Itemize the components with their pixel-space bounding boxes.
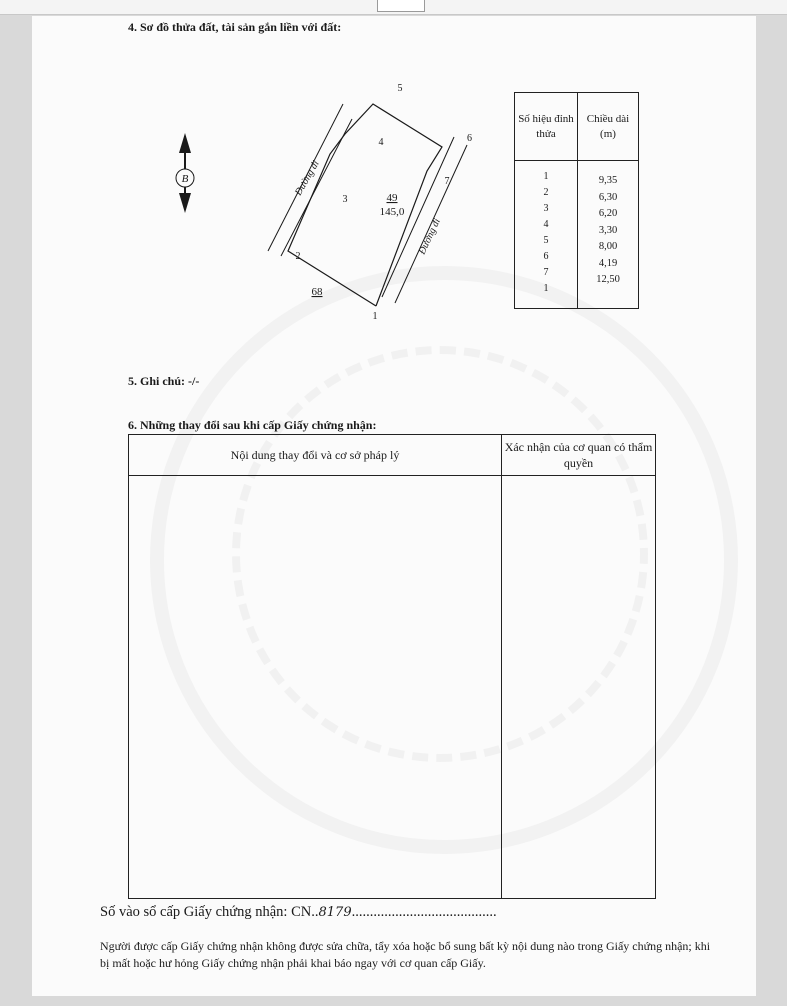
length-cell: 6,30 (598, 191, 618, 203)
vertex-column (515, 161, 578, 309)
registration-number: 8179 (318, 905, 352, 920)
parcel-boundary (288, 104, 442, 306)
col-vertex-header: Số hiệu đỉnh thửa (515, 93, 578, 161)
vertex-cell: 1 (543, 171, 549, 182)
vertex-cell: 5 (543, 235, 549, 246)
length-cell: 4,19 (598, 257, 618, 269)
vertex-cell: 6 (543, 251, 549, 262)
page-number-box[interactable] (377, 0, 425, 12)
vertex-label: 3 (342, 194, 348, 205)
north-label: B (181, 173, 189, 185)
registration-label: Số vào sổ cấp Giấy chứng nhận: (100, 904, 288, 920)
changes-confirm-cell (502, 476, 656, 899)
north-arrow-icon (176, 133, 194, 213)
length-cell: 6,20 (598, 208, 618, 219)
vertex-label: 4 (378, 137, 384, 148)
notes-heading: 5. Ghi chú: -/- (128, 374, 200, 388)
length-cell: 12,50 (596, 274, 620, 285)
col-confirm-header: Xác nhận của cơ quan có thẩm quyền (502, 435, 656, 476)
vertex-label: 2 (295, 251, 301, 262)
changes-content-cell (129, 476, 502, 899)
footer-note: Người được cấp Giấy chứng nhận không được sửa chữa, tẩy xóa hoặc bổ sung bất kỳ nội dung nào trong Giấy chứng nhận; khi bị mất hoặc hư hỏng Giấy chứng nhận phải khai báo ngay với cơ quan cấp Giấy. (100, 939, 711, 970)
edge-length-table (514, 92, 639, 309)
vertex-cell: 4 (543, 219, 549, 230)
length-column (578, 161, 639, 309)
top-toolbar-strip (0, 0, 787, 15)
length-cell: 3,30 (598, 224, 618, 236)
registration-dots: ........................................ (351, 904, 497, 920)
road-label-right: Đường đi (416, 216, 443, 257)
document-page (32, 16, 756, 996)
road-left (268, 104, 352, 256)
parcel-sketch (170, 61, 470, 321)
vertex-label: 7 (444, 176, 450, 187)
vertex-cell: 3 (543, 203, 549, 214)
col-length-header: Chiều dài (m) (578, 93, 639, 161)
parcel-number: 49 (386, 192, 398, 204)
road-label-left: Đường đi (293, 158, 322, 198)
neighbor-parcel-number: 68 (311, 286, 323, 298)
length-cell: 9,35 (598, 175, 618, 186)
vertex-cell: 1 (543, 283, 549, 294)
changes-table (128, 434, 656, 899)
vertex-cell: 7 (543, 267, 549, 278)
parcel-area: 145,0 (379, 206, 405, 218)
vertex-label: 6 (467, 133, 472, 144)
sketch-heading: 4. Sơ đồ thửa đất, tài sản gắn liền với đất: (128, 20, 342, 34)
changes-heading: 6. Những thay đổi sau khi cấp Giấy chứng nhận: (128, 418, 377, 432)
registration-line: Số vào sổ cấp Giấy chứng nhận: CN..8179........................................ (100, 904, 497, 920)
length-cell: 8,00 (598, 241, 618, 252)
vertex-label: 1 (372, 311, 378, 322)
registration-prefix: CN (291, 904, 312, 920)
vertex-cell: 2 (543, 187, 549, 198)
vertex-label: 5 (397, 83, 403, 94)
col-content-header: Nội dung thay đổi và cơ sở pháp lý (129, 435, 502, 476)
road-right (379, 137, 467, 303)
